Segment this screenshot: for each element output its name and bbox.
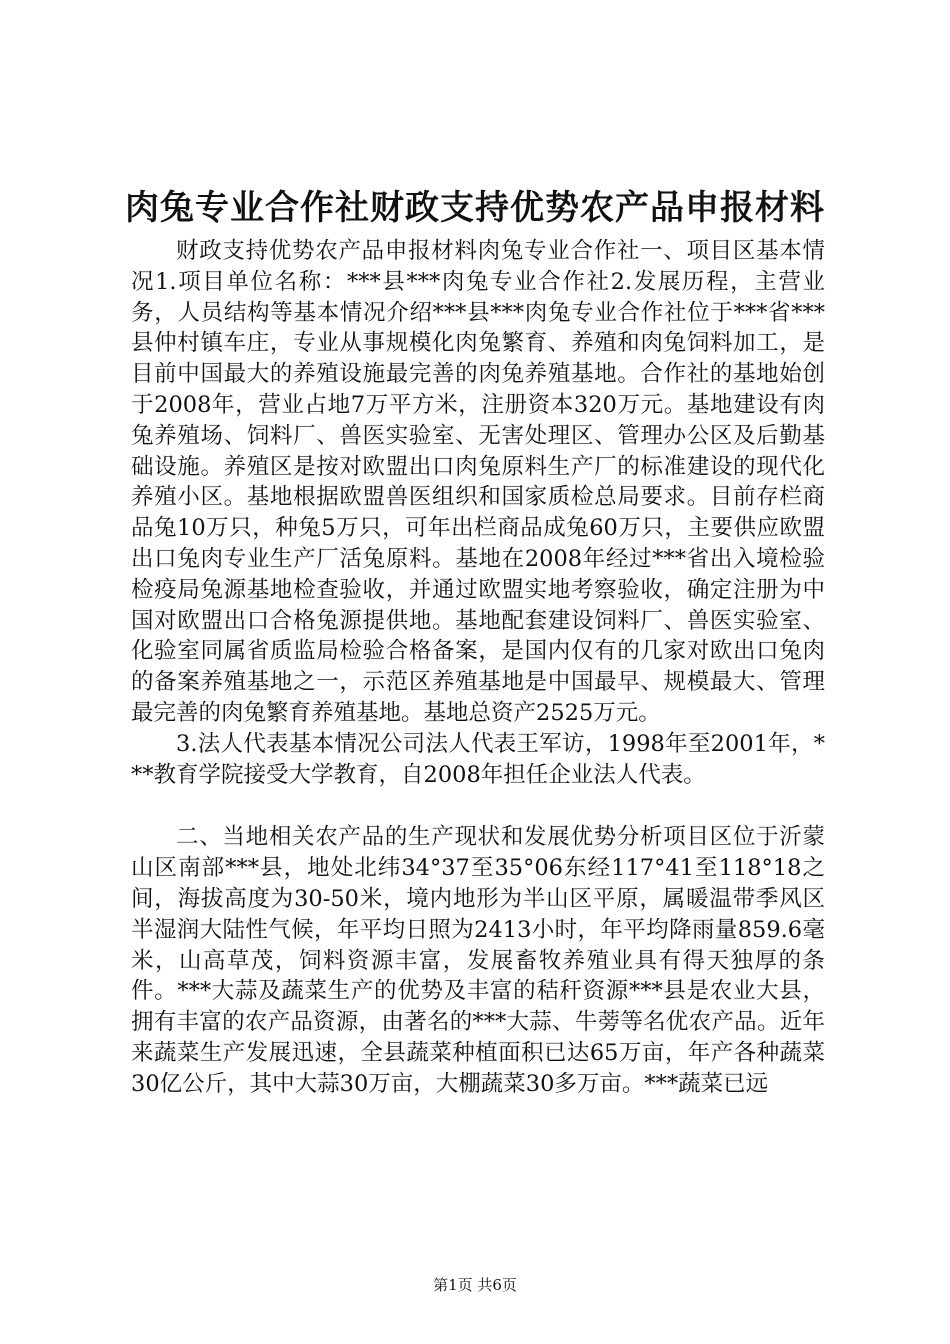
document-title: 肉兔专业合作社财政支持优势农产品申报材料 [125, 188, 825, 228]
document-body [131, 236, 825, 1100]
paragraph-legal-representative: 3.法人代表基本情况公司法人代表王军访，1998年至2001年，***教育学院接受大学教育，自2008年担任企业法人代表。 [131, 730, 825, 788]
paragraph-project-overview: 财政支持优势农产品申报材料肉兔专业合作社一、项目区基本情况1.项目单位名称：***县***肉兔专业合作社2.发展历程，主营业务，人员结构等基本情况介绍***县***肉兔专业合作社位于***省***县仲村镇车庄，专业从事规模化肉兔繁育、养殖和肉兔饲料加工，是目前中国最大的养殖设施最完善的肉兔养殖基地。合作社的基地始创于2008年，营业占地7万平方米，注册资本320万元。基地建设有肉兔养殖场、饲料厂、兽医实验室、无害处理区、管理办公区及后勤基础设施。养殖区是按对欧盟出口肉兔原料生产厂的标准建设的现代化养殖小区。基地根据欧盟兽医组织和国家质检总局要求。目前存栏商品兔10万只，种兔5万只，可年出栏商品成兔60万只，主要供应欧盟出口兔肉专业生产厂活兔原料。基地在2008年经过***省出入境检验检疫局兔源基地检查验收，并通过欧盟实地考察验收，确定注册为中国对欧盟出口合格兔源提供地。基地配套建设饲料厂、兽医实验室、化验室同属省质监局检验合格备案，是国内仅有的几家对欧出口兔肉的备案养殖基地之一，示范区养殖基地是中国最早、规模最大、管理最完善的肉兔繁育养殖基地。基地总资产2525万元。 [131, 238, 825, 726]
paragraph-local-production-analysis: 二、当地相关农产品的生产现状和发展优势分析项目区位于沂蒙山区南部***县，地处北纬34°37至35°06东经117°41至118°18之间，海拔高度为30-50米，境内地形为半山区平原，属暖温带季风区半湿润大陆性气候，年平均日照为2413小时，年平均降雨量859.6毫米，山高草茂，饲料资源丰富，发展畜牧养殖业具有得天独厚的条件。***大蒜及蔬菜生产的优势及丰富的秸秆资源***县是农业大县，拥有丰富的农产品资源，由著名的***大蒜、牛蒡等名优农产品。近年来蔬菜生产发展迅速，全县蔬菜种植面积已达65万亩，年产各种蔬菜30亿公斤，其中大蒜30万亩，大棚蔬菜30多万亩。***蔬菜已远 [131, 824, 825, 1097]
page-number-footer: 第1页 共6页 [433, 1276, 517, 1294]
